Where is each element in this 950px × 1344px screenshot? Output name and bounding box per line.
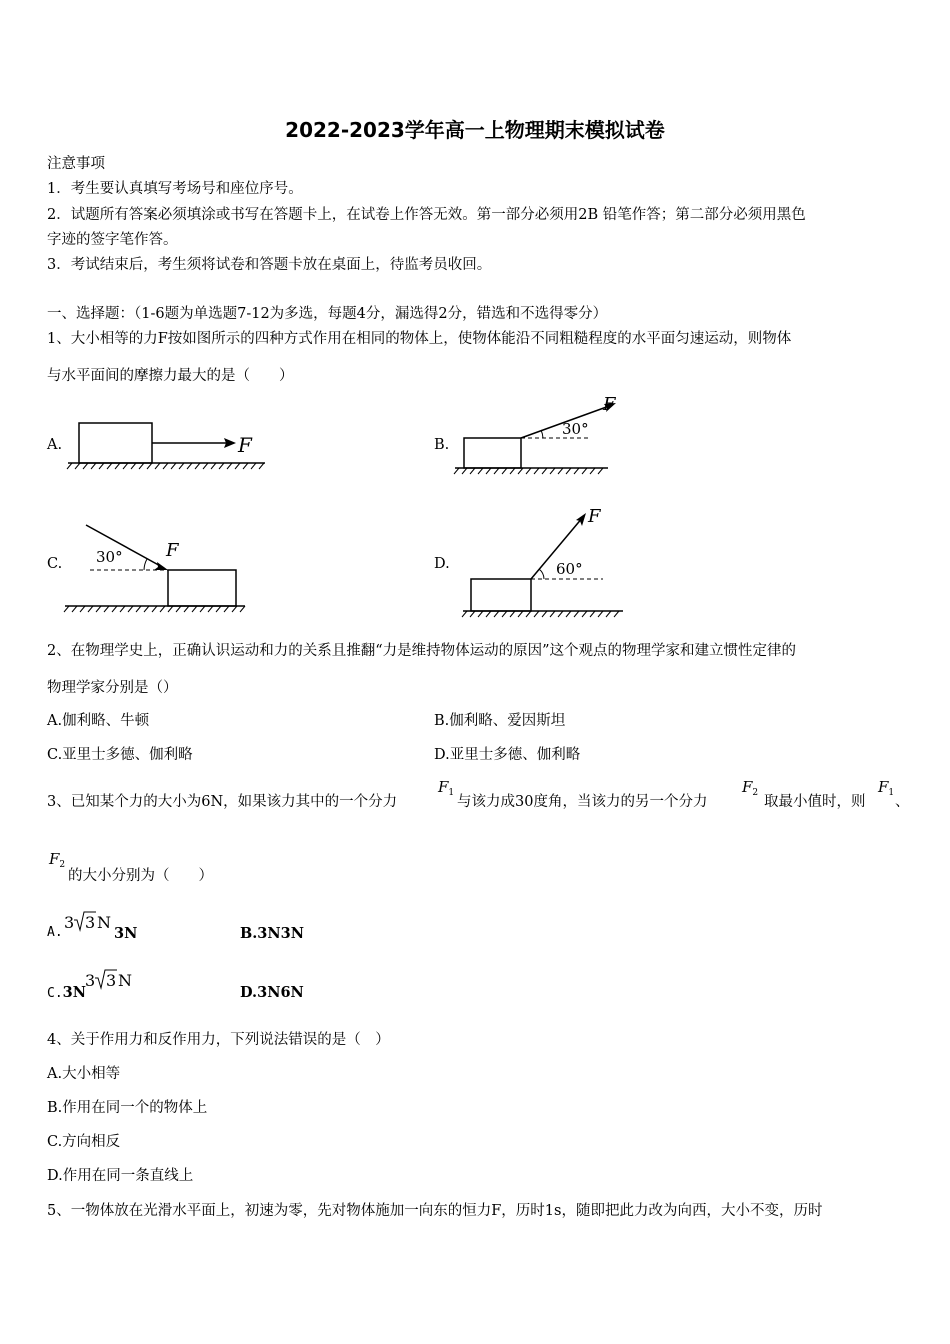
- svg-text:3: 3: [85, 971, 96, 990]
- force-label: F: [588, 506, 601, 527]
- block: [79, 423, 152, 463]
- ground-hatching: [454, 468, 603, 474]
- page-title: 2022-2023学年高一上物理期末模拟试卷: [285, 118, 665, 142]
- q4-option-c: C.方向相反: [47, 1134, 121, 1150]
- svg-text:3: 3: [85, 913, 96, 932]
- figure-c-label: C.: [47, 556, 63, 572]
- q4-option-d: D.作用在同一条直线上: [47, 1168, 194, 1184]
- svg-text:N: N: [97, 913, 111, 932]
- q3-option-a-formula: [62, 908, 122, 940]
- q4-stem: 4、关于作用力和反作用力，下列说法错误的是（ ）: [47, 1032, 390, 1048]
- q3-option-b: B.3N3N: [240, 925, 304, 942]
- notice-heading: 注意事项: [47, 156, 105, 172]
- q5-stem-line1: 5、一物体放在光滑水平面上，初速为零，先对物体施加一向东的恒力F，历时1s，随即把此力改为向西，大小不变，历时: [47, 1203, 823, 1219]
- ground-hatching: [64, 606, 245, 612]
- angle-label: 30°: [562, 420, 589, 438]
- notice-item: 2．试题所有答案必须填涂或书写在答题卡上，在试卷上作答无效。第一部分必须用2B 铅笔作答；第二部分必须用黑色: [47, 207, 806, 223]
- block: [168, 570, 236, 606]
- ground-hatching: [67, 463, 264, 469]
- figure-b-diagram: [450, 392, 630, 482]
- q3-stem-seg5: 的大小分别为（ ）: [68, 868, 213, 884]
- q1-stem-line1: 1、大小相等的力F按如图所示的四种方式作用在相同的物体上，使物体能沿不同粗糙程度的水平面匀速运动，则物体: [47, 331, 792, 347]
- figure-d-label: D.: [434, 556, 450, 572]
- svg-text:3: 3: [106, 971, 117, 990]
- q2-stem-line1: 2、在物理学史上，正确认识运动和力的关系且推翻“力是维持物体运动的原因”这个观点的物理学家和建立惯性定律的: [47, 643, 797, 659]
- q3-f2-symbol: $F_2$: [49, 850, 66, 870]
- force-label: F: [166, 540, 179, 561]
- block: [471, 579, 531, 611]
- figure-a-label: A.: [47, 437, 63, 453]
- block: [464, 438, 521, 468]
- q3-f2-symbol: $F_2$: [742, 778, 759, 798]
- ground-hatching: [462, 611, 619, 617]
- q3-stem-seg2: 与该力成30度角，当该力的另一个分力: [457, 794, 708, 810]
- figure-b-label: B.: [434, 437, 450, 453]
- notice-item: 1．考生要认真填写考场号和座位序号。: [47, 181, 303, 197]
- svg-text:N: N: [118, 971, 132, 990]
- q2-option-c: C.亚里士多德、伽利略: [47, 747, 193, 763]
- q2-option-b: B.伽利略、爱因斯坦: [434, 713, 566, 729]
- q4-option-b: B.作用在同一个的物体上: [47, 1100, 208, 1116]
- notice-item: 3．考试结束后，考生须将试卷和答题卡放在桌面上，待监考员收回。: [47, 257, 492, 273]
- angle-label: 30°: [96, 548, 123, 566]
- svg-text:3: 3: [64, 913, 75, 932]
- q3-option-c: C.3N: [47, 984, 86, 1001]
- angle-label: 60°: [556, 560, 583, 578]
- notice-item: 字迹的签字笔作答。: [47, 232, 178, 248]
- q3-f1-symbol: $F_1$: [438, 778, 455, 798]
- q3-f1-symbol: $F_1$: [878, 778, 895, 798]
- section-heading: 一、选择题：（1-6题为单选题7-12为多选，每题4分，漏选得2分，错选和不选得零分）: [47, 306, 608, 322]
- q3-option-d: D.3N6N: [240, 984, 304, 1001]
- q3-option-c-formula: [83, 966, 143, 998]
- q3-option-a: A.: [47, 925, 63, 940]
- q4-option-a: A.大小相等: [47, 1066, 121, 1082]
- q2-option-a: A.伽利略、牛顿: [47, 713, 150, 729]
- figure-a-diagram: [60, 410, 280, 475]
- force-label: F: [603, 394, 616, 415]
- figure-c-diagram: [60, 520, 260, 620]
- q1-stem-line2: 与水平面间的摩擦力最大的是（ ）: [47, 368, 294, 384]
- figure-d-diagram: [455, 500, 635, 625]
- force-label: F: [238, 433, 252, 457]
- q2-option-d: D.亚里士多德、伽利略: [434, 747, 581, 763]
- q3-stem-seg3: 取最小值时，则: [764, 794, 866, 810]
- q3-stem-seg4: 、: [895, 794, 910, 810]
- q2-stem-line2: 物理学家分别是（）: [47, 680, 178, 696]
- q3-option-a-tail: 3N: [114, 925, 138, 942]
- q3-stem-seg1: 3、已知某个力的大小为6N，如果该力其中的一个分力: [47, 794, 398, 810]
